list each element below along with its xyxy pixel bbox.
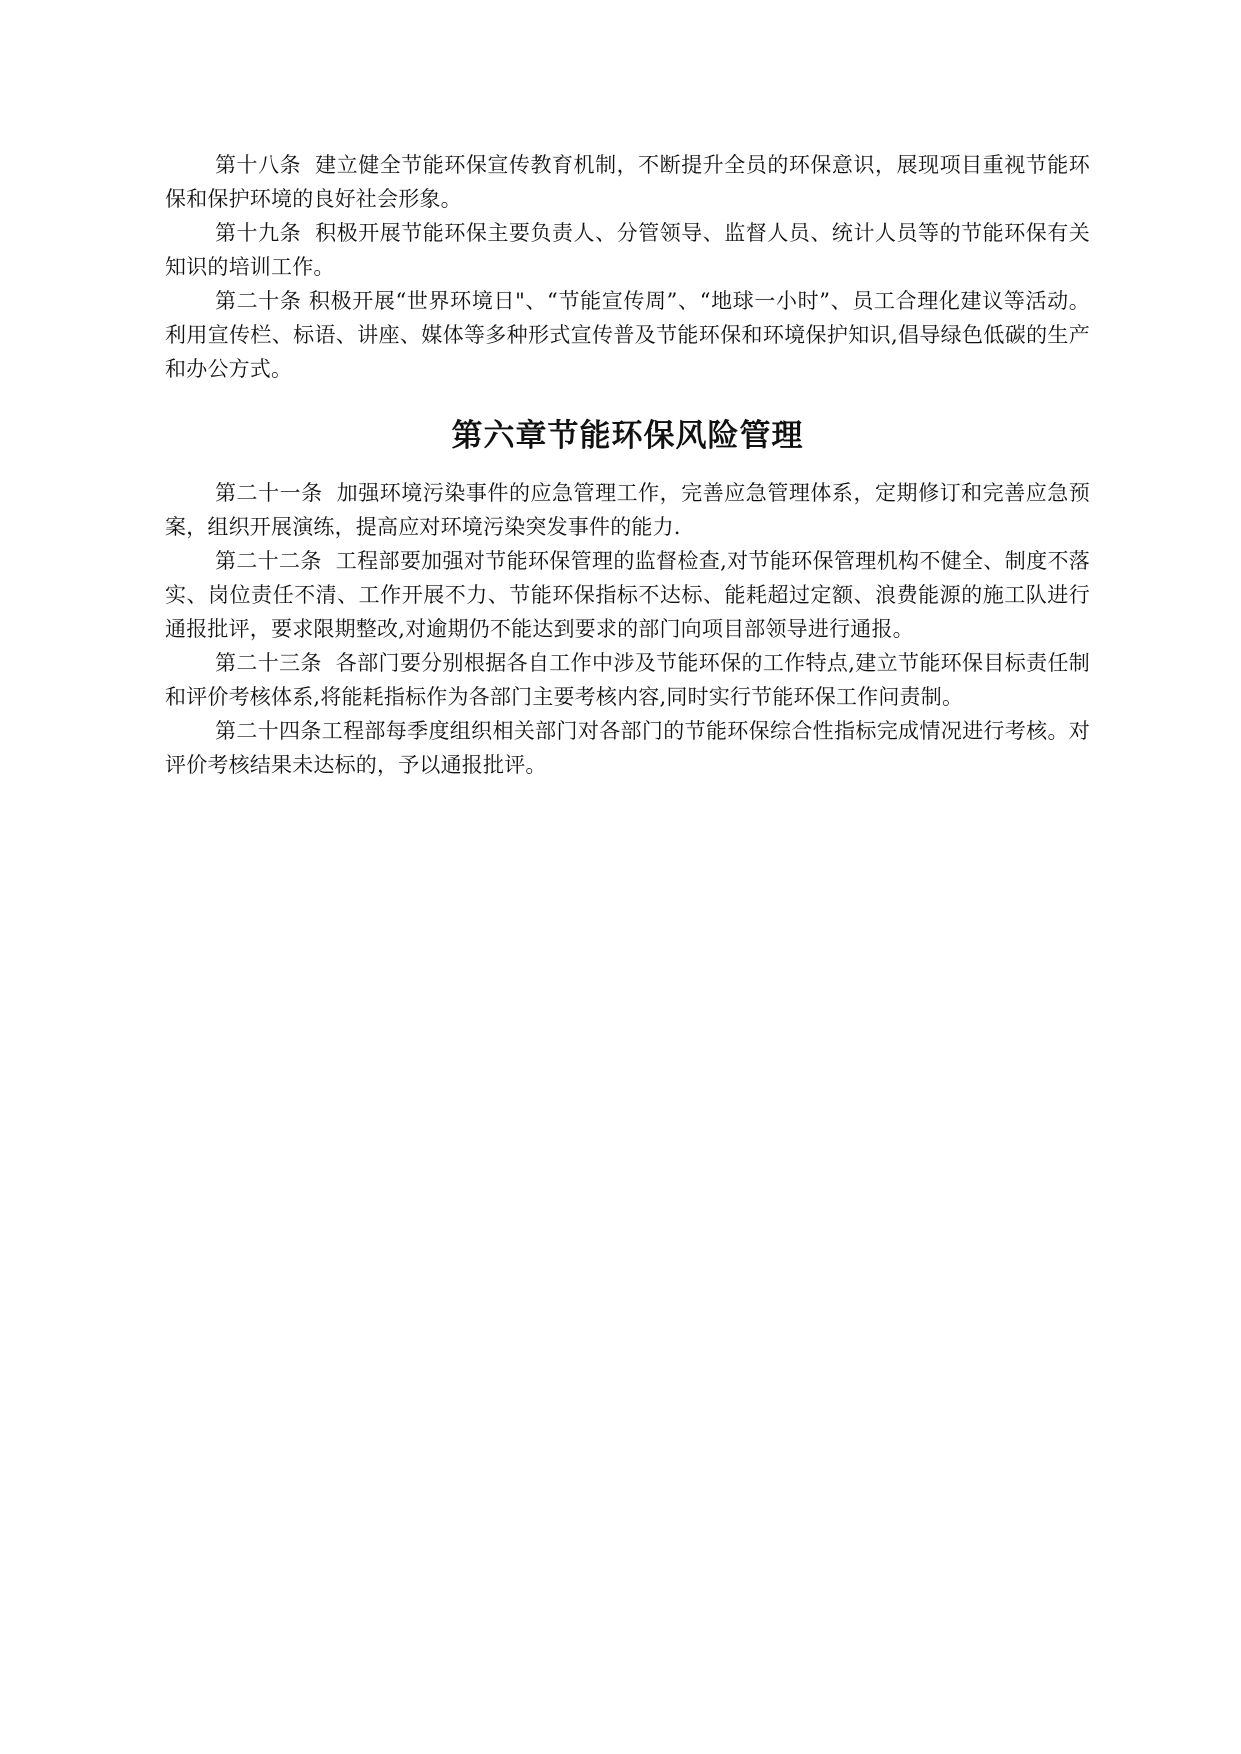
article-23 [165,646,1090,714]
article-21 [165,476,1090,544]
article-label: 第十九条 [215,221,302,245]
document-body [165,148,1090,782]
article-text: 工程部每季度组织相关部门对各部门的节能环保综合性指标完成情况进行考核。对评价考核结果未达标的，予以通报批评。 [165,719,1091,777]
article-20 [165,284,1090,386]
article-label: 第二十条 [215,289,302,313]
article-24 [165,714,1090,782]
article-label: 第二十三条 [215,651,322,675]
article-18 [165,148,1090,216]
article-text: 积极开展“世界环境日"、“节能宣传周”、“地球一小时”、员工合理化建议等活动。利用宣传栏、标语、讲座、媒体等多种形式宣传普及节能环保和环境保护知识,倡导绿色低碳的生产和办公方式。 [165,289,1090,381]
article-label: 第二十二条 [215,549,322,573]
article-text: 工程部要加强对节能环保管理的监督检查,对节能环保管理机构不健全、制度不落实、岗位责任不清、工作开展不力、节能环保指标不达标、能耗超过定额、浪费能源的施工队进行通报批评，要求限期整改,对逾期仍不能达到要求的部门向项目部领导进行通报。 [165,549,1090,641]
article-text: 加强环境污染事件的应急管理工作，完善应急管理体系，定期修订和完善应急预案，组织开展演练，提高应对环境污染突发事件的能力. [165,481,1091,539]
article-text: 积极开展节能环保主要负责人、分管领导、监督人员、统计人员等的节能环保有关知识的培训工作。 [165,221,1090,279]
article-label: 第二十一条 [215,481,323,505]
article-label: 第十八条 [215,153,302,177]
article-label: 第二十四条 [215,719,322,743]
article-22 [165,544,1090,646]
article-19 [165,216,1090,284]
chapter-title: 第六章节能环保风险管理 [451,418,804,454]
article-text: 建立健全节能环保宣传教育机制，不断提升全员的环保意识，展现项目重视节能环保和保护环境的良好社会形象。 [165,153,1090,211]
article-text: 各部门要分别根据各自工作中涉及节能环保的工作特点,建立节能环保目标责任制和评价考核体系,将能耗指标作为各部门主要考核内容,同时实行节能环保工作问责制。 [165,651,1090,709]
